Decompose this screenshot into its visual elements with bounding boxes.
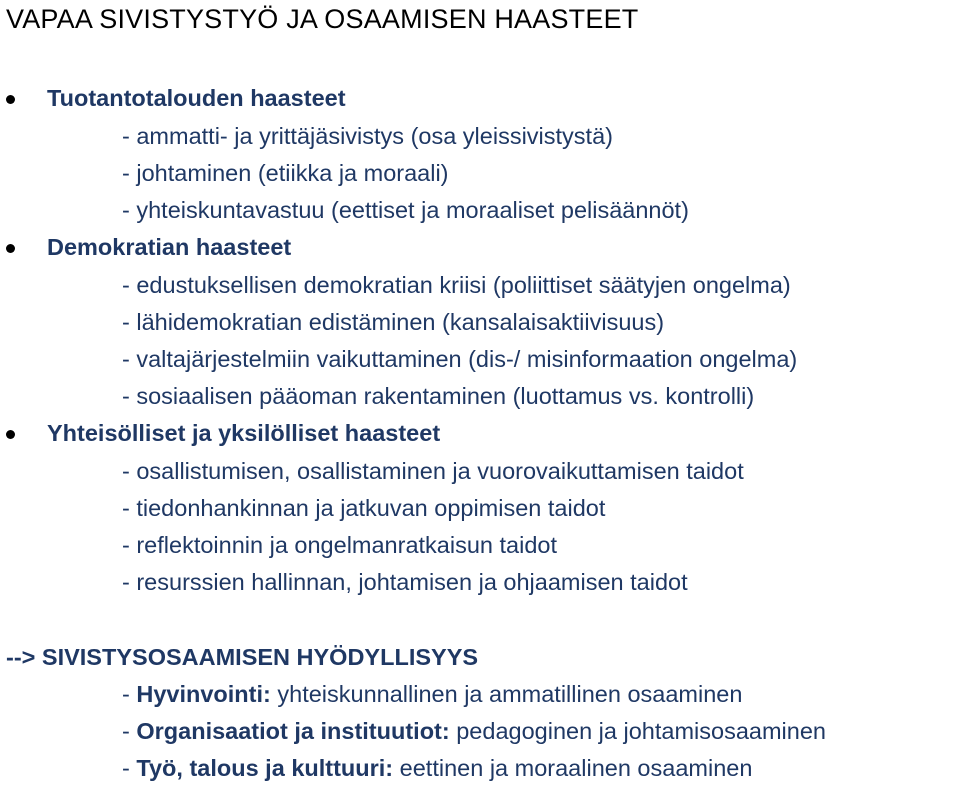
section-heading-production: Tuotantotalouden haasteet — [47, 85, 346, 111]
conclusion-text: yhteiskunnallinen ja ammatillinen osaaminen — [270, 681, 743, 707]
section-item: - reflektoinnin ja ongelmanratkaisun taidot — [122, 532, 558, 558]
conclusion-label: Organisaatiot ja instituutiot: — [136, 718, 450, 744]
section-heading-democracy: Demokratian haasteet — [47, 234, 292, 260]
conclusion-item — [122, 716, 826, 746]
conclusion-label: Hyvinvointi: — [136, 681, 271, 707]
conclusion-dash: - — [122, 681, 137, 707]
bullet-icon — [6, 430, 15, 439]
conclusion-text: eettinen ja moraalinen osaaminen — [393, 755, 753, 781]
section-item: - edustuksellisen demokratian kriisi (poliittiset säätyjen ongelma) — [122, 272, 791, 298]
bullet-icon — [6, 95, 15, 104]
slide-title: VAPAA SIVISTYSTYÖ JA OSAAMISEN HAASTEET — [6, 4, 639, 34]
conclusion-dash: - — [122, 755, 137, 781]
section-item: - osallistumisen, osallistaminen ja vuorovaikuttamisen taidot — [122, 458, 744, 484]
conclusion-item — [122, 753, 752, 783]
section-item: - resurssien hallinnan, johtamisen ja ohjaamisen taidot — [122, 569, 688, 595]
conclusion-label: Työ, talous ja kulttuuri: — [136, 755, 394, 781]
section-item: - yhteiskuntavastuu (eettiset ja moraaliset pelisäännöt) — [122, 197, 689, 223]
section-item: - ammatti- ja yrittäjäsivistys (osa yleissivistystä) — [122, 123, 613, 149]
section-item: - johtaminen (etiikka ja moraali) — [122, 160, 449, 186]
section-item: - lähidemokratian edistäminen (kansalaisaktiivisuus) — [122, 309, 665, 335]
conclusion-item — [122, 679, 742, 709]
conclusion-text: pedagoginen ja johtamisosaaminen — [449, 718, 826, 744]
section-heading-community: Yhteisölliset ja yksilölliset haasteet — [47, 420, 441, 446]
section-item: - tiedonhankinnan ja jatkuvan oppimisen taidot — [122, 495, 606, 521]
conclusion-heading: --> SIVISTYSOSAAMISEN HYÖDYLLISYYS — [6, 644, 479, 670]
bullet-icon — [6, 244, 15, 253]
section-item: - valtajärjestelmiin vaikuttaminen (dis-/ misinformaation ongelma) — [122, 346, 798, 372]
conclusion-dash: - — [122, 718, 137, 744]
section-item: - sosiaalisen pääoman rakentaminen (luottamus vs. kontrolli) — [122, 383, 755, 409]
